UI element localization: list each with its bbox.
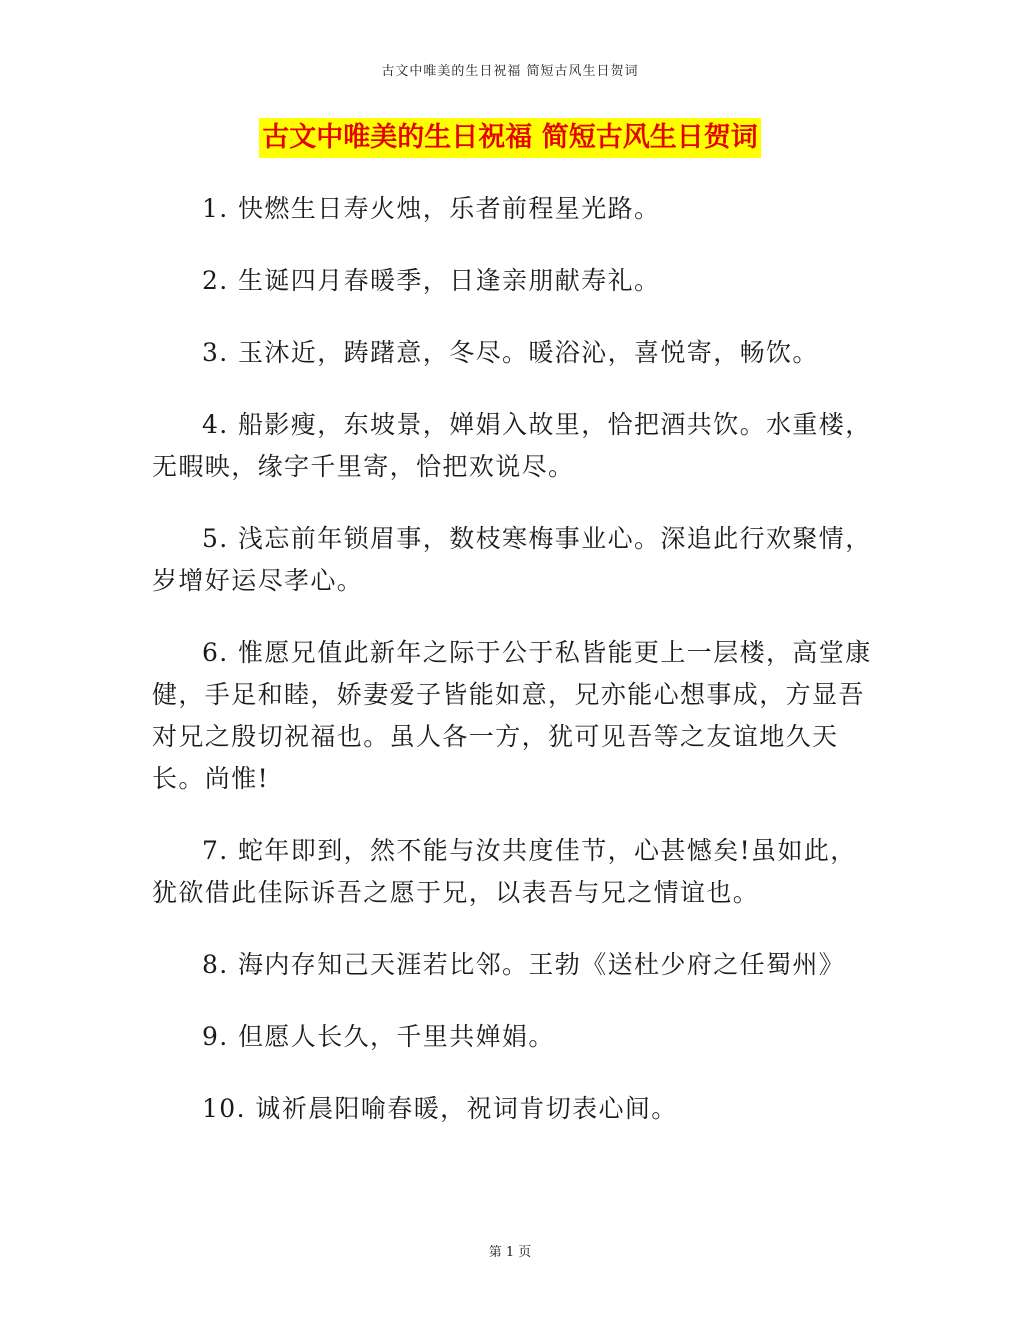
paragraph-10: 10. 诚祈晨阳喻春暖，祝词肯切表心间。 (202, 1094, 678, 1123)
document-body (152, 188, 872, 1160)
document-title: 古文中唯美的生日祝福 简短古风生日贺词 (259, 118, 760, 158)
title-wrap (0, 118, 1020, 158)
paragraph-8: 8. 海内存知己天涯若比邻。王勃《送杜少府之任蜀州》 (202, 950, 846, 979)
paragraph-2: 2. 生诞四月春暖季，日逢亲朋献寿礼。 (202, 266, 661, 295)
paragraph-7: 7. 蛇年即到，然不能与汝共度佳节，心甚憾矣!虽如此，犹欲借此佳际诉吾之愿于兄，以表吾与兄之情谊也。 (152, 836, 857, 907)
running-header: 古文中唯美的生日祝福 简短古风生日贺词 (381, 64, 639, 79)
page-number: 第 1 页 (488, 1245, 532, 1260)
paragraph-3: 3. 玉沐近，踌躇意，冬尽。暖浴沁，喜悦寄，畅饮。 (202, 338, 819, 367)
paragraph-4: 4. 船影瘦，东坡景，婵娟入故里，恰把酒共饮。水重楼，无暇映，缘字千里寄，恰把欢说尽。 (152, 410, 872, 481)
paragraph-6: 6. 惟愿兄值此新年之际于公于私皆能更上一层楼，高堂康健，手足和睦，娇妻爱子皆能如意，兄亦能心想事成，方显吾对兄之殷切祝福也。虽人各一方，犹可见吾等之友谊地久天长。尚惟! (152, 638, 872, 793)
paragraph-9: 9. 但愿人长久，千里共婵娟。 (202, 1022, 555, 1051)
paragraph-5: 5. 浅忘前年锁眉事，数枝寒梅事业心。深追此行欢聚情，岁增好运尽孝心。 (152, 524, 872, 595)
paragraph-1: 1. 快燃生日寿火烛，乐者前程星光路。 (202, 194, 661, 223)
